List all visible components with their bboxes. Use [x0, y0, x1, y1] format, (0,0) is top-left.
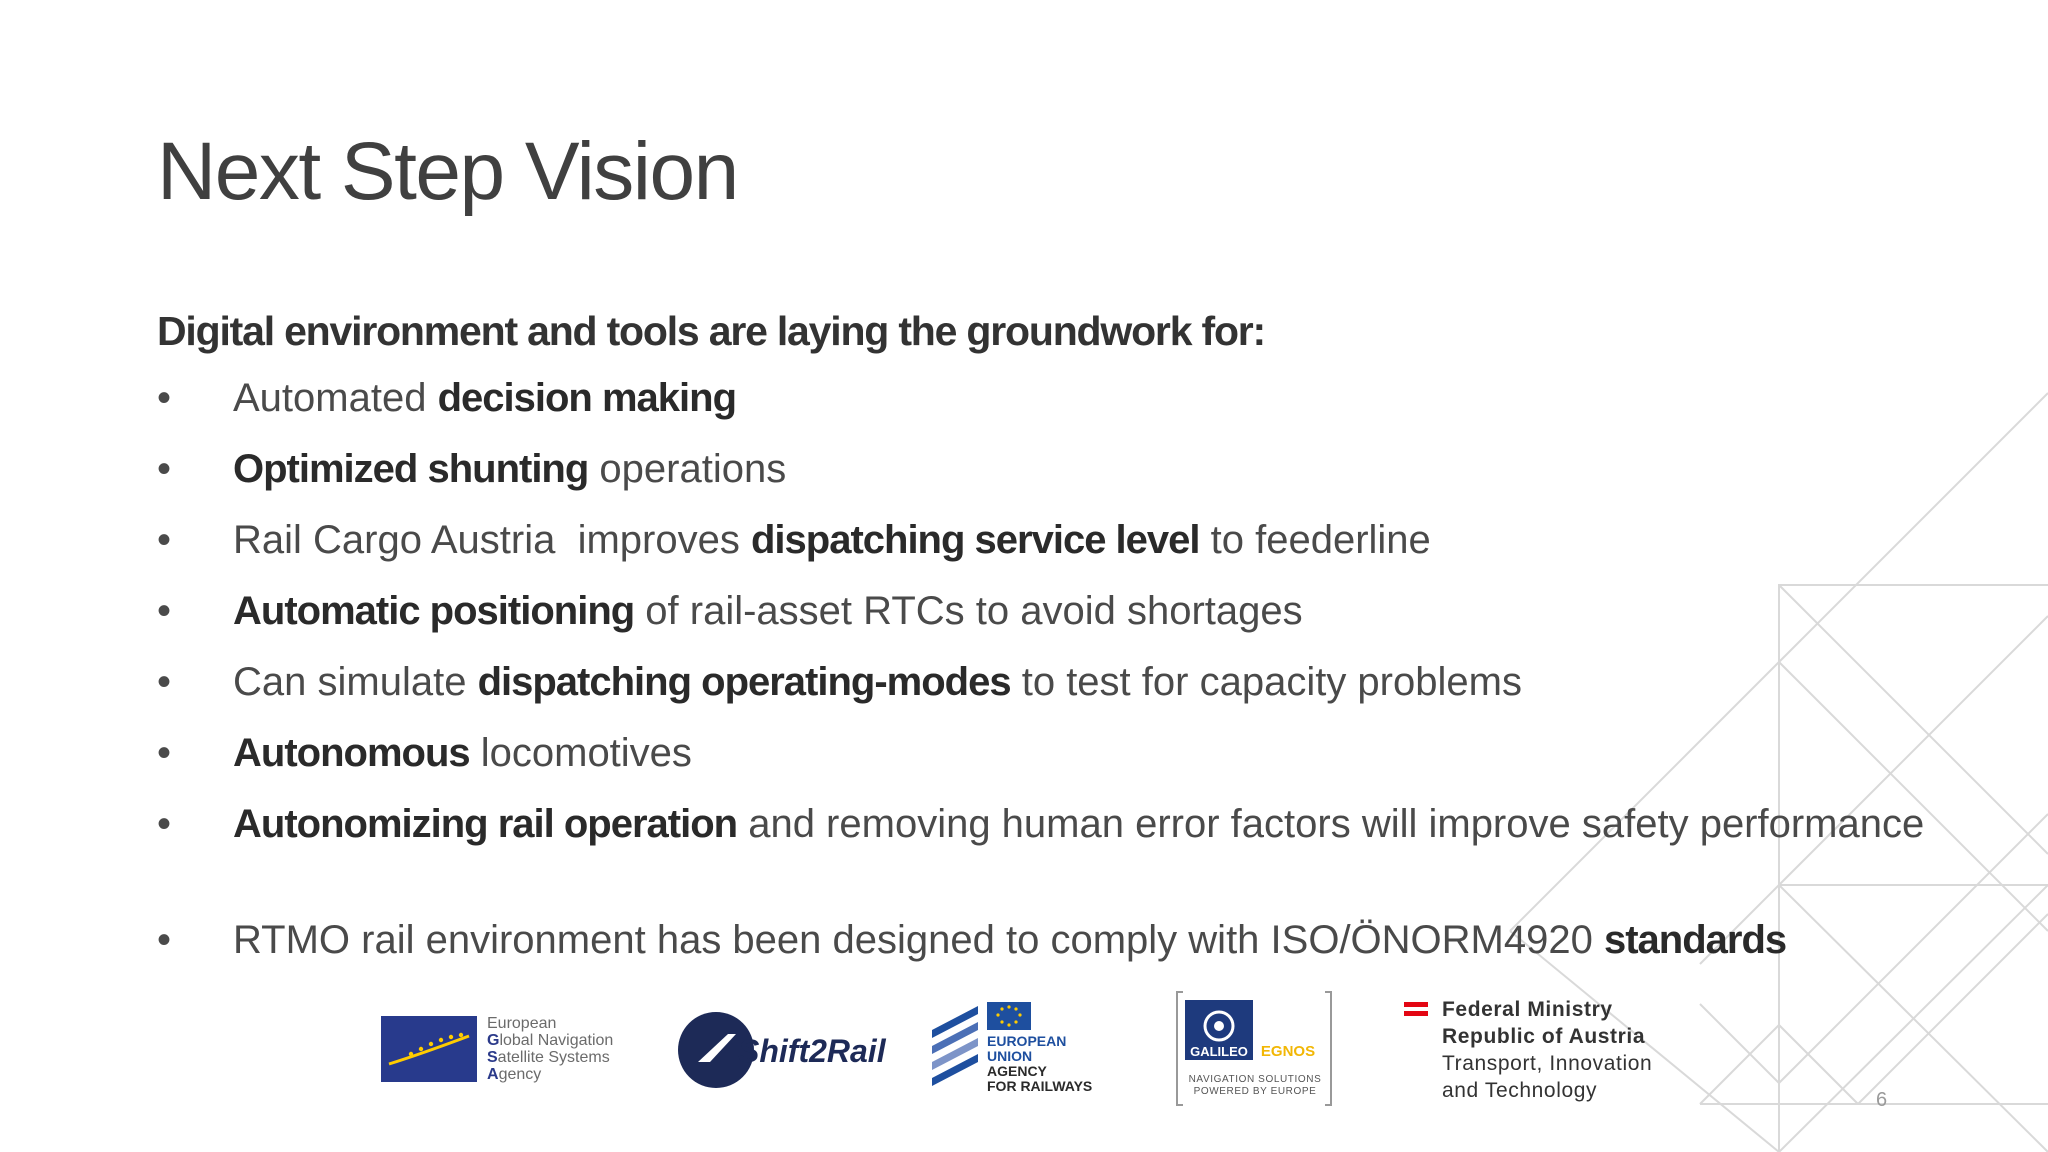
bullet-item-autonomizing-operation	[157, 801, 1925, 917]
egnos-wordmark: EGNOS	[1260, 1043, 1316, 1060]
bullet-highlight: dispatching service level	[750, 518, 1200, 562]
gsa-line: lobal Navigation	[499, 1032, 614, 1049]
ministry-line: and Technology	[1442, 1079, 1598, 1102]
gsa-initial: A	[487, 1066, 499, 1083]
ministry-line: Federal Ministry	[1442, 998, 1613, 1021]
bullet-dot: •	[157, 376, 172, 420]
gsa-line: atellite Systems	[497, 1049, 610, 1066]
bullet-item-rtmo-standards	[157, 917, 1917, 988]
bullet-highlight: decision making	[437, 376, 736, 420]
intro-text: Digital environment and tools are laying the groundwork for:	[157, 308, 1265, 354]
bullet-dot: •	[157, 660, 172, 704]
ministry-line: Transport, Innovation	[1442, 1052, 1653, 1075]
bullet-text: operations	[588, 447, 787, 491]
bullet-text: Rail Cargo Austria improves	[233, 518, 751, 562]
bullet-item-optimized-shunting	[157, 446, 1917, 517]
bullet-dot: •	[157, 731, 172, 775]
eu-agency-line: AGENCY	[987, 1063, 1047, 1079]
bullet-item-autonomous-locomotives	[157, 730, 1917, 801]
bullet-text: RTMO rail environment has been designed to comply with ISO/ÖNORM4920	[233, 918, 1604, 962]
bullet-item-simulate-modes	[157, 659, 1917, 730]
bullet-highlight: standards	[1603, 918, 1787, 962]
austria-flag-icon	[1404, 1002, 1428, 1016]
shift2rail-wordmark: Shift2Rail	[738, 1033, 886, 1069]
gsa-initial: S	[487, 1049, 498, 1066]
bullet-list	[157, 375, 1925, 988]
page-number: 6	[1876, 1089, 1888, 1111]
galileo-subtitle	[1184, 1074, 1326, 1098]
eu-agency-line: UNION	[987, 1048, 1033, 1064]
galileo-sub-line: POWERED BY EUROPE	[1193, 1086, 1317, 1097]
bullet-text: Can simulate	[233, 660, 478, 704]
bullet-text: to test for capacity problems	[1010, 660, 1522, 704]
galileo-sub-line: NAVIGATION SOLUTIONS	[1188, 1074, 1322, 1085]
bullet-dot: •	[157, 589, 172, 633]
federal-ministry-logo-text	[1442, 996, 1652, 1104]
bullet-highlight: Automatic positioning	[233, 589, 635, 633]
bullet-item-automatic-positioning	[157, 588, 1917, 659]
shift2rail-logo	[676, 1010, 886, 1090]
galileo-wordmark: GALILEO	[1190, 1044, 1248, 1059]
bullet-text: of rail-asset RTCs to avoid shortages	[634, 589, 1303, 633]
bullet-highlight: Autonomizing rail operation	[233, 802, 738, 846]
bullet-dot: •	[157, 447, 172, 491]
bullet-text: and removing human error factors will improve safety performance	[737, 802, 1925, 846]
gsa-logo-text	[487, 1015, 613, 1083]
bullet-item-dispatching-service	[157, 517, 1917, 588]
bullet-highlight: Autonomous	[233, 731, 470, 775]
bullet-highlight: dispatching operating-modes	[477, 660, 1011, 704]
bullet-text: Automated	[233, 376, 438, 420]
gsa-initial: G	[487, 1032, 500, 1049]
gsa-logo-flag	[381, 1016, 477, 1082]
eu-stars-icon	[381, 1016, 477, 1082]
eu-agency-text	[987, 1034, 1092, 1094]
gsa-line: European	[487, 1015, 557, 1032]
bullet-dot: •	[157, 918, 172, 962]
ministry-line: Republic of Austria	[1442, 1025, 1646, 1048]
slide-title: Next Step Vision	[157, 126, 738, 217]
bullet-dot: •	[157, 518, 172, 562]
bullet-text: to feederline	[1199, 518, 1431, 562]
eu-agency-line: FOR RAILWAYS	[987, 1078, 1093, 1094]
gsa-line: gency	[498, 1066, 542, 1083]
bullet-text: locomotives	[469, 731, 692, 775]
eu-agency-line: EUROPEAN	[987, 1033, 1067, 1049]
bullet-highlight: Optimized shunting	[233, 447, 589, 491]
bullet-item-decision-making	[157, 375, 1917, 446]
bullet-dot: •	[157, 802, 172, 846]
